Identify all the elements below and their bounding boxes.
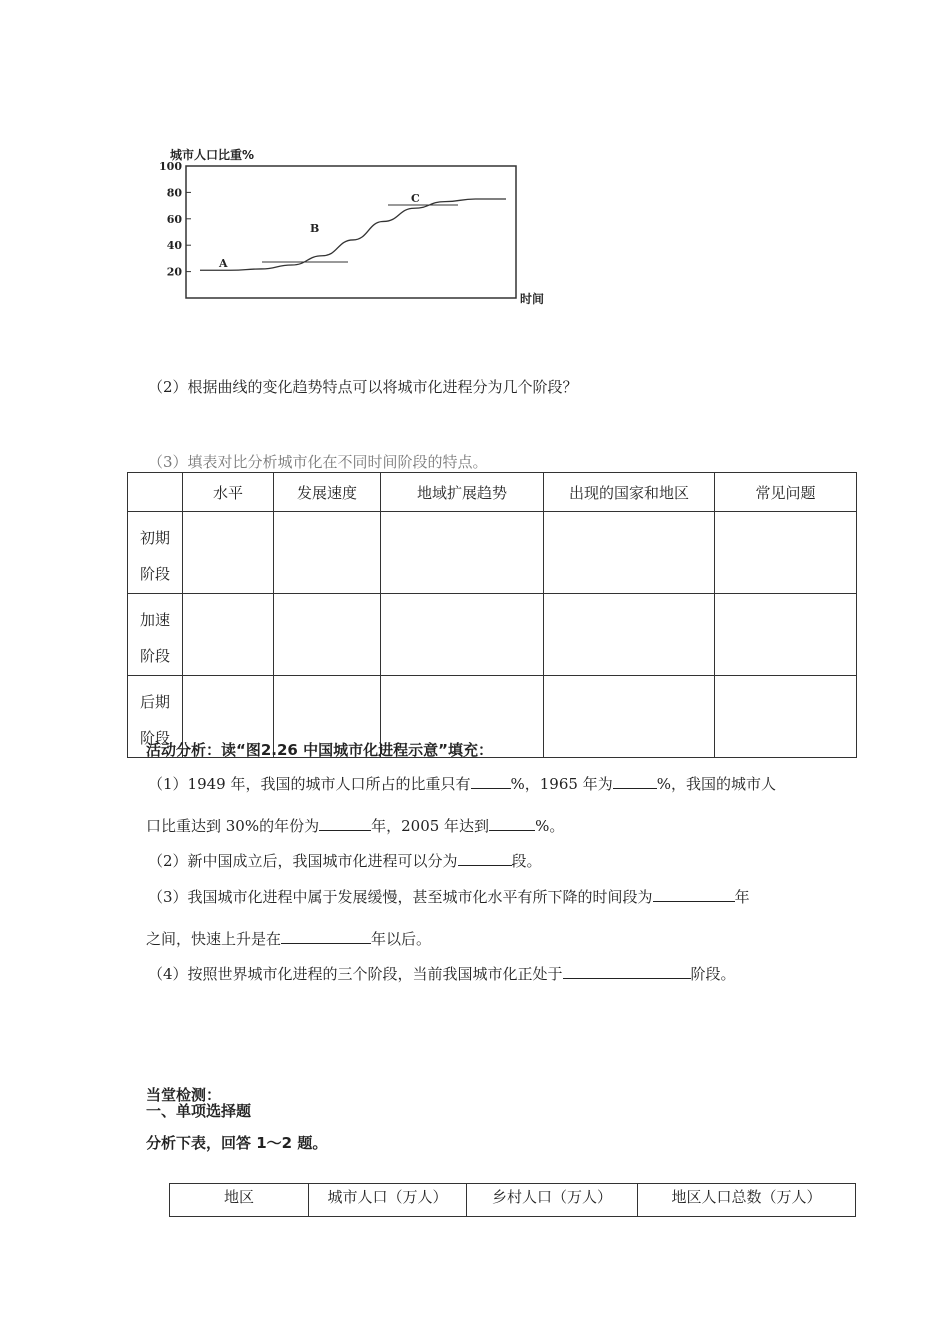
activity-text: %，1965 年为	[510, 775, 613, 793]
table-header: 发展速度	[274, 473, 381, 512]
activity-text: 口比重达到 30%的年份为	[146, 817, 320, 835]
activity-text: 年	[734, 888, 750, 906]
urbanization-chart	[140, 140, 580, 315]
activity-text: 阶段。	[690, 965, 736, 983]
table-header: 地区	[170, 1184, 309, 1217]
stage-label-c: C	[411, 192, 420, 205]
table-header: 水平	[183, 473, 274, 512]
stage-label: 初期	[139, 529, 170, 547]
table-header: 出现的国家和地区	[544, 473, 715, 512]
activity-text: 之间，快速上升是在	[146, 930, 282, 948]
answer-blank[interactable]	[281, 929, 371, 944]
y-tick-label: 60	[166, 212, 182, 226]
activity-text: 段。	[511, 852, 542, 870]
test-title: 当堂检测：	[146, 1086, 222, 1104]
stage-label: 加速	[139, 611, 170, 629]
answer-blank[interactable]	[653, 887, 735, 902]
table-header: 乡村人口（万人）	[467, 1184, 638, 1217]
y-tick-label: 100	[159, 160, 182, 173]
question-3: （3）填表对比分析城市化在不同时间阶段的特点。	[148, 453, 488, 471]
stage-label-a: A	[219, 257, 228, 270]
activity-text: %。	[535, 817, 565, 835]
table-header: 地区人口总数（万人）	[638, 1184, 856, 1217]
answer-blank[interactable]	[563, 964, 691, 979]
table-row	[128, 512, 857, 594]
activity-line-1	[148, 774, 776, 794]
answer-cell[interactable]	[183, 512, 274, 594]
section-title: 一、单项选择题	[146, 1102, 252, 1120]
urbanization-curve	[200, 199, 506, 270]
activity-text: （1）1949 年，我国的城市人口所占的比重只有	[148, 775, 471, 793]
answer-cell[interactable]	[544, 512, 715, 594]
answer-blank[interactable]	[471, 774, 511, 789]
x-axis-label: 时间	[520, 292, 545, 306]
y-tick-label: 40	[166, 239, 182, 253]
answer-blank[interactable]	[319, 816, 371, 831]
answer-cell[interactable]	[183, 594, 274, 676]
answer-cell[interactable]	[715, 594, 857, 676]
activity-text: （2）新中国成立后，我国城市化进程可以分为	[148, 852, 458, 870]
table-header: 常见问题	[715, 473, 857, 512]
answer-cell[interactable]	[381, 594, 544, 676]
table-corner-cell	[128, 473, 183, 512]
answer-cell[interactable]	[381, 512, 544, 594]
activity-line-4	[148, 887, 750, 907]
stage-comparison-table	[127, 472, 857, 758]
activity-text: 年以后。	[371, 930, 432, 948]
stage-label: 阶段	[139, 647, 170, 665]
stage-label: 阶段	[139, 565, 170, 583]
table-row	[128, 594, 857, 676]
y-tick-label: 80	[166, 186, 182, 200]
activity-text: %，我国的城市人	[656, 775, 776, 793]
answer-blank[interactable]	[489, 816, 535, 831]
table-header: 地域扩展趋势	[381, 473, 544, 512]
stage-label-b: B	[310, 222, 320, 235]
stage-label: 后期	[139, 693, 170, 711]
table-header-row	[170, 1184, 856, 1217]
answer-blank[interactable]	[458, 851, 512, 866]
test-intro: 分析下表，回答 1～2 题。	[146, 1134, 328, 1152]
answer-cell[interactable]	[715, 676, 857, 758]
y-tick-label: 20	[166, 265, 182, 279]
population-table	[169, 1183, 856, 1217]
activity-line-2	[146, 816, 564, 836]
table-header: 城市人口（万人）	[309, 1184, 467, 1217]
answer-cell[interactable]	[274, 594, 381, 676]
activity-title: 活动分析：读“图2.26 中国城市化进程示意”填充：	[146, 741, 493, 759]
activity-line-5	[146, 929, 431, 949]
activity-line-6	[148, 964, 736, 984]
answer-cell[interactable]	[715, 512, 857, 594]
activity-text: （3）我国城市化进程中属于发展缓慢，甚至城市化水平有所下降的时间段为	[148, 888, 653, 906]
table-header-row	[128, 473, 857, 512]
stage-cell	[128, 512, 183, 594]
activity-text: 年，2005 年达到	[371, 817, 490, 835]
answer-cell[interactable]	[544, 594, 715, 676]
y-axis-label: 城市人口比重%	[170, 148, 255, 162]
stage-cell	[128, 594, 183, 676]
plot-frame	[186, 166, 516, 298]
activity-text: （4）按照世界城市化进程的三个阶段，当前我国城市化正处于	[148, 965, 563, 983]
answer-cell[interactable]	[274, 512, 381, 594]
answer-blank[interactable]	[613, 774, 657, 789]
activity-line-3	[148, 851, 542, 871]
stage-label: 阶段	[139, 729, 170, 747]
answer-cell[interactable]	[544, 676, 715, 758]
question-2: （2）根据曲线的变化趋势特点可以将城市化进程分为几个阶段？	[148, 378, 578, 396]
